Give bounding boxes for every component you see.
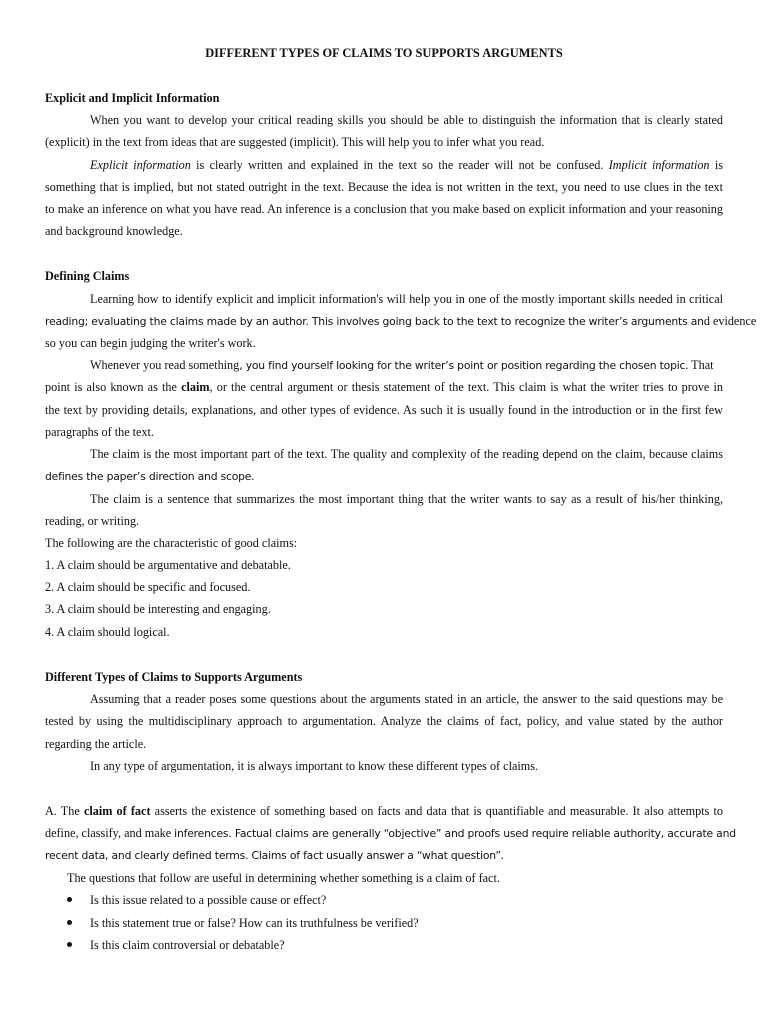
text-span: , or the central argument or thesis statement of the text. This claim is what the writer tries to prove in [209, 380, 723, 394]
text-span: defines the paper’s direction and scope [45, 470, 252, 483]
list-item: Is this claim controversial or debatable? [90, 938, 285, 952]
paragraph-line: In any type of argumentation, it is always important to know these different types of claims. [90, 759, 539, 773]
list-item: 1. A claim should be argumentative and debatable. [45, 558, 291, 572]
paragraph-line: paragraphs of the text. [45, 425, 154, 439]
text-span: inferences. Factual claims are generally “objective” and proofs used require reliable authority, accurate and [174, 827, 736, 840]
paragraph-line: The claim is the most important part of the text. The quality and complexity of the reading depend on the claim, because claims [90, 447, 723, 461]
bullet-icon [67, 915, 75, 923]
text-span: , you find yourself looking for the writer’s point or position regarding the chosen topic [239, 359, 686, 372]
paragraph-line [45, 825, 736, 842]
paragraph-line: to make an inference on what you have read. An inference is a conclusion that you make based on explicit information and your reasoning [45, 202, 723, 216]
paragraph-line: regarding the article. [45, 737, 147, 751]
paragraph-line: When you want to develop your critical reading skills you should be able to distinguish the information that is clearly stated [90, 113, 723, 127]
paragraph-line: something that is implied, but not stated outright in the text. Because the idea is not written in the text, you need to use clues in the text [45, 180, 723, 194]
list-item: 2. A claim should be specific and focused. [45, 580, 251, 594]
list-intro: The following are the characteristic of good claims: [45, 536, 298, 550]
term-claim: claim [181, 380, 210, 394]
paragraph-line: Assuming that a reader poses some questions about the arguments stated in an article, the answer to the said questions may be [90, 692, 723, 706]
list-item: Is this statement true or false? How can its truthfulness be verified? [90, 916, 419, 930]
text-span: d evidence [703, 314, 757, 328]
paragraph-line: reading, or writing. [45, 514, 140, 528]
heading-explicit-implicit: Explicit and Implicit Information [45, 91, 220, 105]
text-span: A. The [45, 804, 84, 818]
list-item: Is this issue related to a possible cause or effect? [90, 893, 327, 907]
term-claim-of-fact: claim of fact [83, 804, 151, 818]
text-span: Whenever you read something [90, 358, 240, 372]
heading-types-of-claims: Different Types of Claims to Supports Arguments [45, 670, 303, 684]
paragraph-line [45, 313, 756, 330]
paragraph-line [90, 157, 723, 173]
term-implicit: Implicit information [608, 158, 710, 172]
paragraph-line: Learning how to identify explicit and implicit information's will help you in one of the mostly important skills needed in critical [90, 292, 723, 306]
text-span: is [709, 158, 723, 172]
questions-intro: The questions that follow are useful in determining whether something is a claim of fact. [67, 871, 500, 885]
paragraph-line [45, 803, 723, 819]
paragraph-line [45, 379, 723, 395]
paragraph-line [45, 468, 254, 485]
text-span: . [500, 848, 504, 862]
term-explicit: Explicit information [90, 158, 191, 172]
paragraph-line: so you can begin judging the writer's work. [45, 336, 256, 350]
document-title: DIFFERENT TYPES OF CLAIMS TO SUPPORTS ARGUMENTS [205, 46, 563, 60]
text-span: . That [685, 358, 714, 372]
list-item: 4. A claim should logical. [45, 625, 170, 639]
paragraph-line: (explicit) in the text from ideas that are suggested (implicit). This will help you to infer what you read. [45, 135, 545, 149]
bullet-icon [67, 892, 75, 900]
paragraph-line: the text by providing details, explanations, and other types of evidence. As such it is usually found in the introduction or in the first few [45, 403, 723, 417]
bullet-icon [67, 937, 75, 945]
text-span: is clearly written and explained in the text so the reader will not be confused. [190, 158, 609, 172]
text-span: define, classify, and make [45, 826, 175, 840]
paragraph-line: The claim is a sentence that summarizes the most important thing that the writer wants to say as a result of his/her thinking, [90, 492, 723, 506]
list-item: 3. A claim should be interesting and engaging. [45, 602, 271, 616]
text-span: asserts the existence of something based on facts and data that is quantifiable and measurable. It also attempts to [150, 804, 723, 818]
heading-defining-claims: Defining Claims [45, 269, 130, 283]
text-span: recent data, and clearly defined terms. Claims of fact usually answer a “what question” [45, 849, 501, 862]
paragraph-line: tested by using the multidisciplinary approach to argumentation. Analyze the claims of fact, policy, and value stated by the author [45, 714, 723, 728]
paragraph-line [90, 357, 714, 374]
text-span: . [251, 469, 255, 483]
text-span: point is also known as the [45, 380, 182, 394]
text-span: reading; evaluating the claims made by an author. This involves going back to the text to recognize the writer’s arguments an [45, 315, 704, 328]
paragraph-line [45, 847, 504, 864]
paragraph-line: and background knowledge. [45, 224, 183, 238]
